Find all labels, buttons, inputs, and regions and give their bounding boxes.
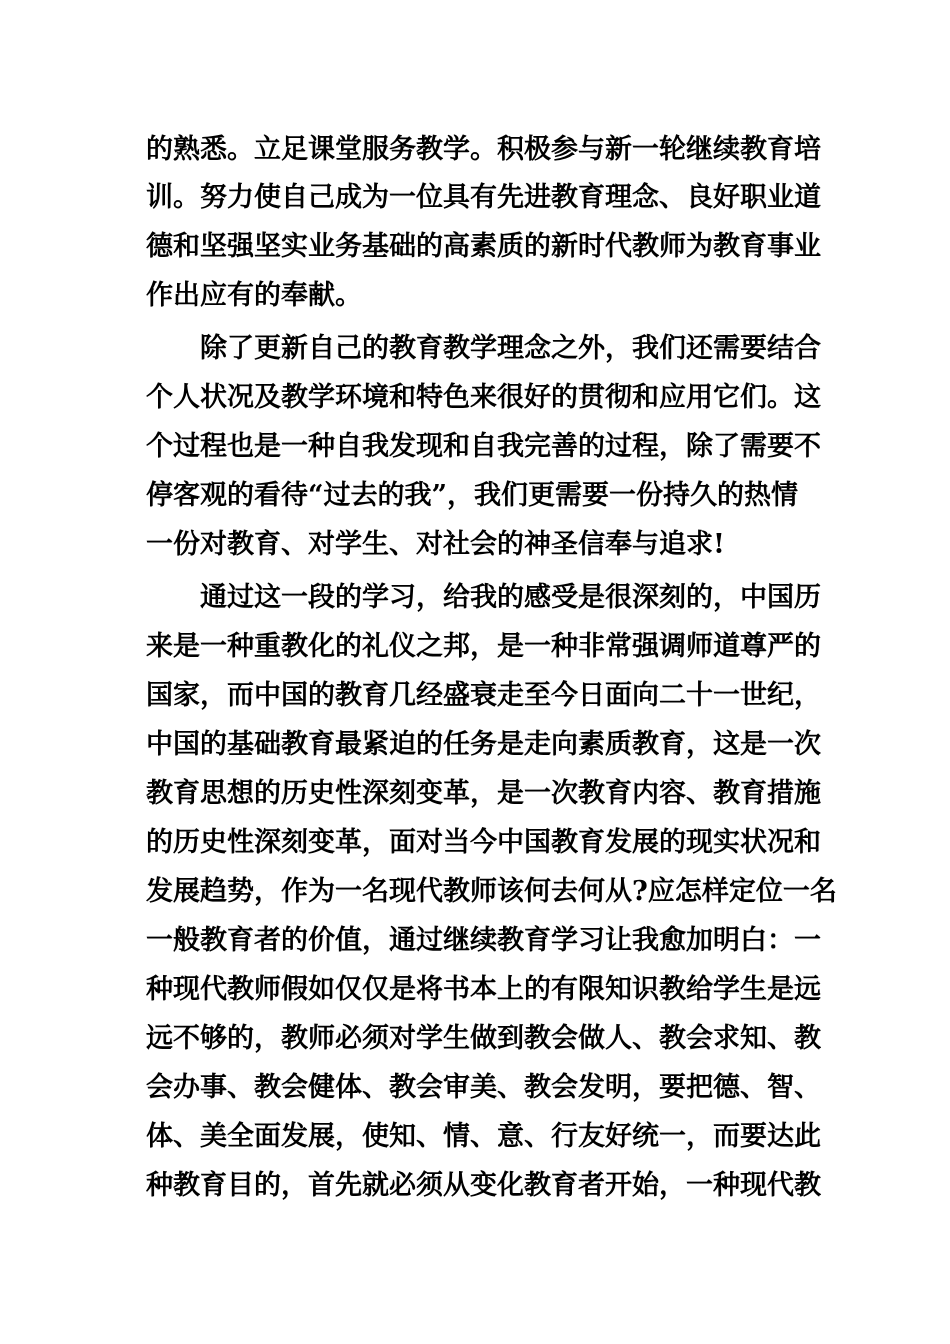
text-line: 种教育目的，首先就必须从变化教育者开始，一种现代教 xyxy=(146,1170,821,1201)
text-line: 作出应有的奉献。 xyxy=(146,280,362,311)
text-line: 的历史性深刻变革，面对当今中国教育发展的现实状况和 xyxy=(146,827,821,858)
text-line: 训。努力使自己成为一位具有先进教育理念、良好职业道 xyxy=(146,182,821,213)
text-line: 一份对教育、对学生、对社会的神圣信奉与追求! xyxy=(146,529,725,560)
text-line: 停客观的看待“过去的我”，我们更需要一份持久的热情 xyxy=(146,480,799,511)
text-line: 德和坚强坚实业务基础的高素质的新时代教师为教育事业 xyxy=(146,231,821,262)
text-line: 来是一种重教化的礼仪之邦，是一种非常强调师道尊严的 xyxy=(146,631,821,662)
text-line: 国家，而中国的教育几经盛衰走至今日面向二十一世纪， xyxy=(146,680,821,711)
text-line: 会办事、教会健体、教会审美、教会发明，要把德、智、 xyxy=(146,1072,821,1103)
text-line: 教育思想的历史性深刻变革，是一次教育内容、教育措施 xyxy=(146,778,821,809)
text-line: 个过程也是一种自我发现和自我完善的过程，除了需要不 xyxy=(146,431,821,462)
text-line: 一般教育者的价值，通过继续教育学习让我愈加明白：一 xyxy=(146,925,821,956)
text-line: 个人状况及教学环境和特色来很好的贯彻和应用它们。这 xyxy=(146,382,821,413)
text-line: 的熟悉。立足课堂服务教学。积极参与新一轮继续教育培 xyxy=(146,134,821,165)
text-line: 体、美全面发展，使知、情、意、行友好统一，而要达此 xyxy=(146,1121,821,1152)
text-line: 中国的基础教育最紧迫的任务是走向素质教育，这是一次 xyxy=(146,729,821,760)
text-line: 种现代教师假如仅仅是将书本上的有限知识教给学生是远 xyxy=(146,974,821,1005)
text-line: 发展趋势，作为一名现代教师该何去何从?应怎样定位一名 xyxy=(146,876,837,907)
paragraph-first-line: 除了更新自己的教育教学理念之外，我们还需要结合 xyxy=(200,333,821,364)
text-line: 远不够的，教师必须对学生做到教会做人、教会求知、教 xyxy=(146,1023,821,1054)
paragraph-first-line: 通过这一段的学习，给我的感受是很深刻的，中国历 xyxy=(200,582,821,613)
